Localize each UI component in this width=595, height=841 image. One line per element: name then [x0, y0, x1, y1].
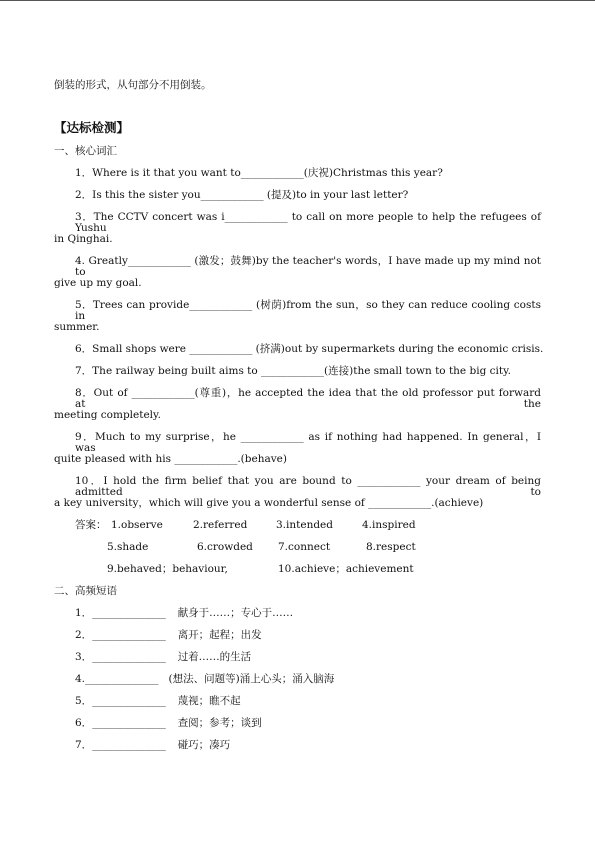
phrase-number: 2． — [75, 629, 93, 641]
phrase-blank: ______________ — [92, 651, 166, 663]
phrase-meaning: 过着……的生活 — [177, 651, 252, 663]
answers-label: 答案： — [75, 519, 107, 531]
phrase-number: 4. — [75, 673, 86, 685]
phrase-number: 5． — [75, 695, 93, 707]
answer-4: 4.inspired — [362, 519, 416, 531]
intro-line: 倒装的形式，从句部分不用倒装。 — [54, 79, 212, 91]
answer-7: 7.connect — [278, 541, 331, 553]
vocab-item-3-cont: in Qinghai. — [54, 233, 113, 245]
phrase-item-4 — [75, 674, 334, 685]
phrase-item-5 — [75, 696, 241, 707]
part2-heading: 二、高频短语 — [54, 585, 117, 597]
phrase-blank: ______________ — [92, 607, 166, 619]
phrase-item-1 — [75, 608, 293, 619]
answer-3: 3.intended — [276, 519, 333, 531]
vocab-item-8-cont: meeting completely. — [54, 409, 161, 421]
phrase-meaning: (想法、问题等)涌上心头；涌入脑海 — [168, 673, 335, 685]
phrase-number: 1． — [75, 607, 93, 619]
answer-6: 6.crowded — [197, 541, 253, 553]
phrase-number: 7． — [75, 739, 93, 751]
answer-10: 10.achieve；achievement — [278, 563, 414, 575]
vocab-item-10: 10．I hold the firm belief that you are bound to ____________ your dream of being admitted to — [75, 475, 541, 498]
phrase-blank: ______________ — [92, 739, 166, 751]
phrase-item-2 — [75, 630, 262, 641]
vocab-item-4: 4. Greatly____________ (激发；鼓舞)by the teacher's words，I have made up my mind not to — [75, 255, 541, 278]
vocab-item-8: 8．Out of ____________(尊重)，he accepted the idea that the old professor put forward at the — [75, 387, 541, 410]
phrase-blank: ______________ — [92, 695, 166, 707]
phrase-blank: ______________ — [85, 673, 159, 685]
phrase-meaning: 离开；起程；出发 — [177, 629, 262, 641]
phrase-blank: ______________ — [92, 717, 166, 729]
vocab-item-6: 6．Small shops were ____________ (挤满)out by supermarkets during the economic crisis. — [75, 343, 544, 355]
vocab-item-10-cont: a key university，which will give you a wonderful sense of ____________.(achieve) — [54, 497, 484, 509]
vocab-item-1: 1．Where is it that you want to____________(庆祝)Christmas this year? — [75, 167, 443, 179]
answer-1: 1.observe — [111, 519, 163, 531]
section-title: 【达标检测】 — [54, 120, 130, 135]
answer-8: 8.respect — [366, 541, 416, 553]
phrase-blank: ______________ — [92, 629, 166, 641]
phrase-item-3 — [75, 652, 251, 663]
phrase-number: 6． — [75, 717, 93, 729]
vocab-item-7: 7．The railway being built aims to ____________(连接)the small town to the big city. — [75, 365, 511, 377]
phrase-number: 3． — [75, 651, 93, 663]
phrase-meaning: 蔑视；瞧不起 — [177, 695, 241, 707]
phrase-meaning: 查阅；参考；谈到 — [177, 717, 262, 729]
answer-2: 2.referred — [193, 519, 248, 531]
phrase-meaning: 献身于……；专心于…… — [177, 607, 294, 619]
vocab-item-5: 5．Trees can provide____________ (树荫)from the sun，so they can reduce cooling costs in — [75, 299, 541, 322]
phrase-item-7 — [75, 740, 230, 751]
vocab-item-2: 2．Is this the sister you____________ (提及)to in your last letter? — [75, 189, 409, 201]
vocab-item-3: 3．The CCTV concert was i____________ to call on more people to help the refugees of Yushu — [75, 211, 541, 234]
part1-heading: 一、核心词汇 — [54, 145, 117, 157]
phrase-item-6 — [75, 718, 262, 729]
answer-9: 9.behaved；behaviour, — [107, 563, 228, 575]
vocab-item-5-cont: summer. — [54, 321, 100, 333]
phrase-meaning: 碰巧；凑巧 — [177, 739, 231, 751]
vocab-item-9-cont: quite pleased with his ____________.(behave) — [54, 453, 287, 465]
vocab-item-9: 9．Much to my surprise，he ____________ as if nothing had happened. In general，I was — [75, 431, 541, 454]
answer-5: 5.shade — [107, 541, 149, 553]
vocab-item-4-cont: give up my goal. — [54, 277, 142, 289]
